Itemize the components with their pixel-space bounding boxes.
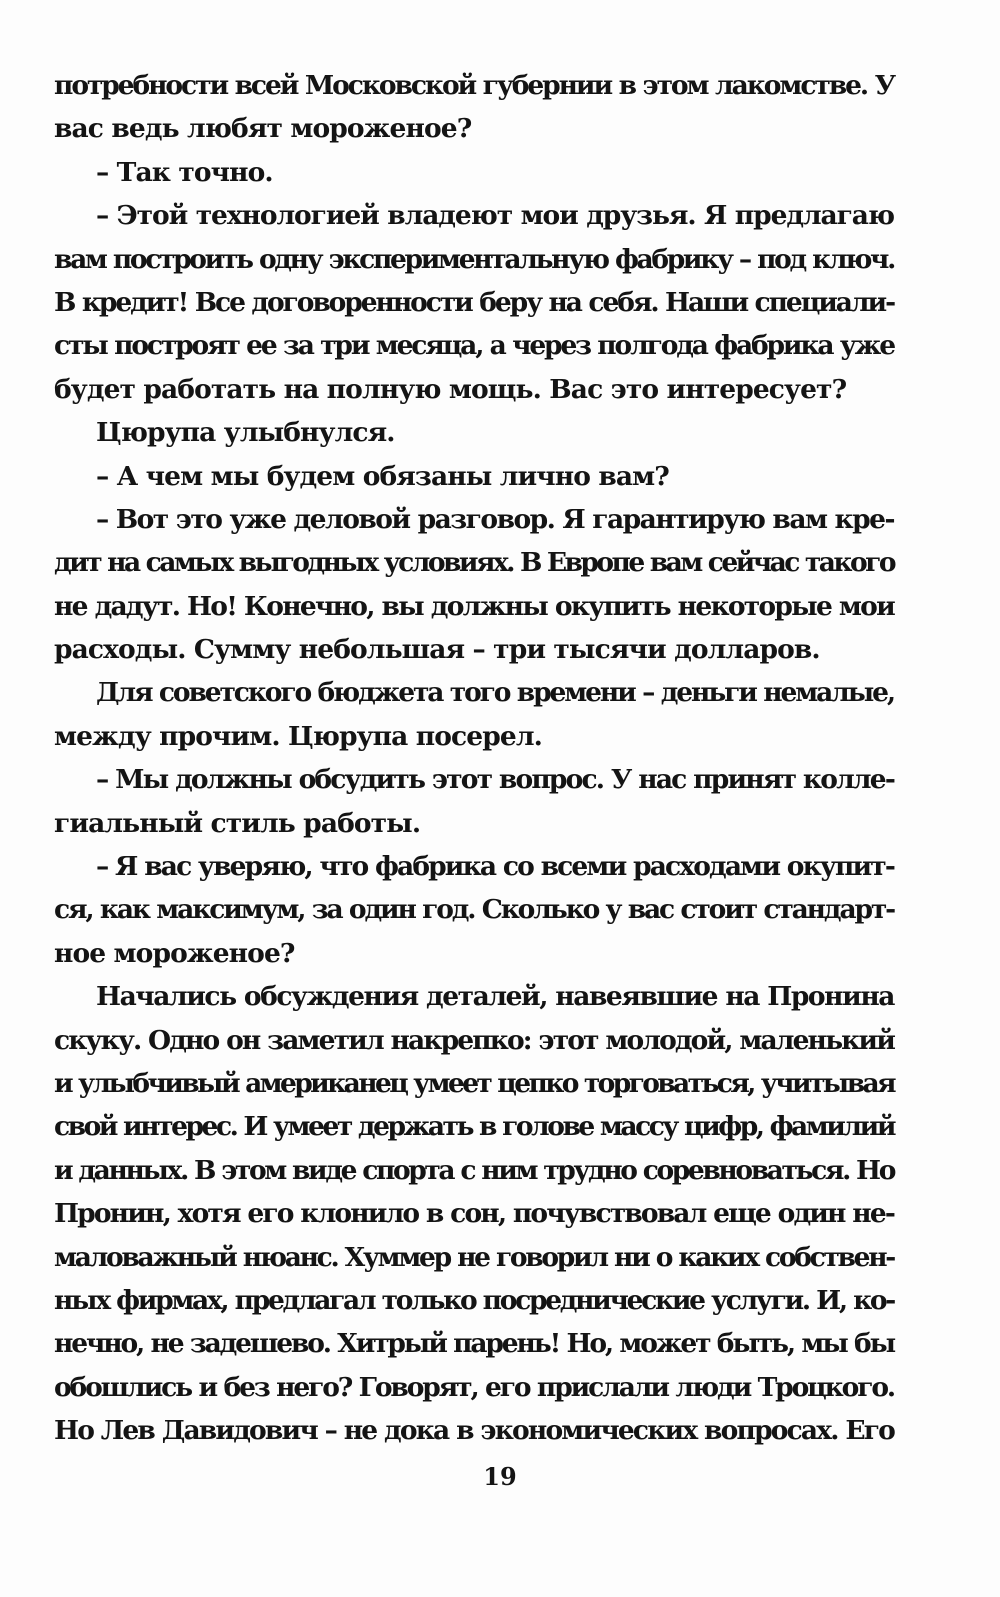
text-line: гиальный стиль работы.: [54, 807, 421, 839]
text-line: между прочим. Цюрупа посерел.: [54, 720, 542, 752]
page-number: 19: [483, 1462, 517, 1491]
text-line: обошлись и без него? Говорят, его прислали люди Троцкого.: [54, 1371, 894, 1403]
text-line: – Так точно.: [96, 156, 273, 188]
text-line: Начались обсуждения деталей, навеявшие на Пронина: [96, 981, 894, 1013]
text-line: В кредит! Все договоренности беру на себя. Наши специали-: [54, 286, 894, 318]
text-line: сты построят ее за три месяца, а через полгода фабрика уже: [54, 330, 894, 362]
text-line: будет работать на полную мощь. Вас это интересует?: [54, 373, 847, 405]
text-line: свой интерес. И умеет держать в голове массу цифр, фамилий: [54, 1111, 894, 1143]
text-line: Но Лев Давидович – не дока в экономических вопросах. Его: [54, 1415, 894, 1447]
text-line: вас ведь любят мороженое?: [54, 113, 472, 145]
text-line: – А чем мы будем обязаны лично вам?: [96, 460, 669, 492]
text-line: скуку. Одно он заметил накрепко: этот молодой, маленький: [54, 1024, 894, 1056]
text-line: ся, как максимум, за один год. Сколько у вас стоит стандарт-: [54, 894, 894, 926]
text-line: не дадут. Но! Конечно, вы должны окупить некоторые мои: [54, 590, 894, 622]
text-line: – Мы должны обсудить этот вопрос. У нас принят колле-: [96, 764, 894, 796]
text-line: – Вот это уже деловой разговор. Я гарантирую вам кре-: [96, 503, 894, 535]
text-line: – Этой технологией владеют мои друзья. Я предлагаю: [96, 200, 894, 232]
text-line: Пронин, хотя его клонило в сон, почувствовал еще один не-: [54, 1198, 894, 1230]
text-line: нечно, не задешево. Хитрый парень! Но, может быть, мы бы: [54, 1328, 894, 1360]
text-line: Для советского бюджета того времени – деньги немалые,: [96, 677, 894, 709]
text-line: и улыбчивый американец умеет цепко торговаться, учитывая: [54, 1067, 894, 1099]
text-line: вам построить одну экспериментальную фабрику – под ключ.: [54, 243, 894, 275]
text-line: расходы. Сумму небольшая – три тысячи долларов.: [54, 634, 820, 666]
text-line: дит на самых выгодных условиях. В Европе вам сейчас такого: [54, 547, 894, 579]
text-line: маловажный нюанс. Хуммер не говорил ни о каких собствен-: [54, 1241, 894, 1273]
text-line: и данных. В этом виде спорта с ним трудно соревноваться. Но: [54, 1154, 894, 1186]
text-line: ное мороженое?: [54, 937, 295, 969]
text-line: – Я вас уверяю, что фабрика со всеми расходами окупит-: [96, 851, 894, 883]
text-line: ных фирмах, предлагал только посреднические услуги. И, ко-: [54, 1284, 894, 1316]
text-line: потребности всей Московской губернии в этом лакомстве. У: [54, 70, 894, 101]
page-body-text: [54, 64, 894, 1453]
text-line: Цюрупа улыбнулся.: [96, 417, 395, 449]
